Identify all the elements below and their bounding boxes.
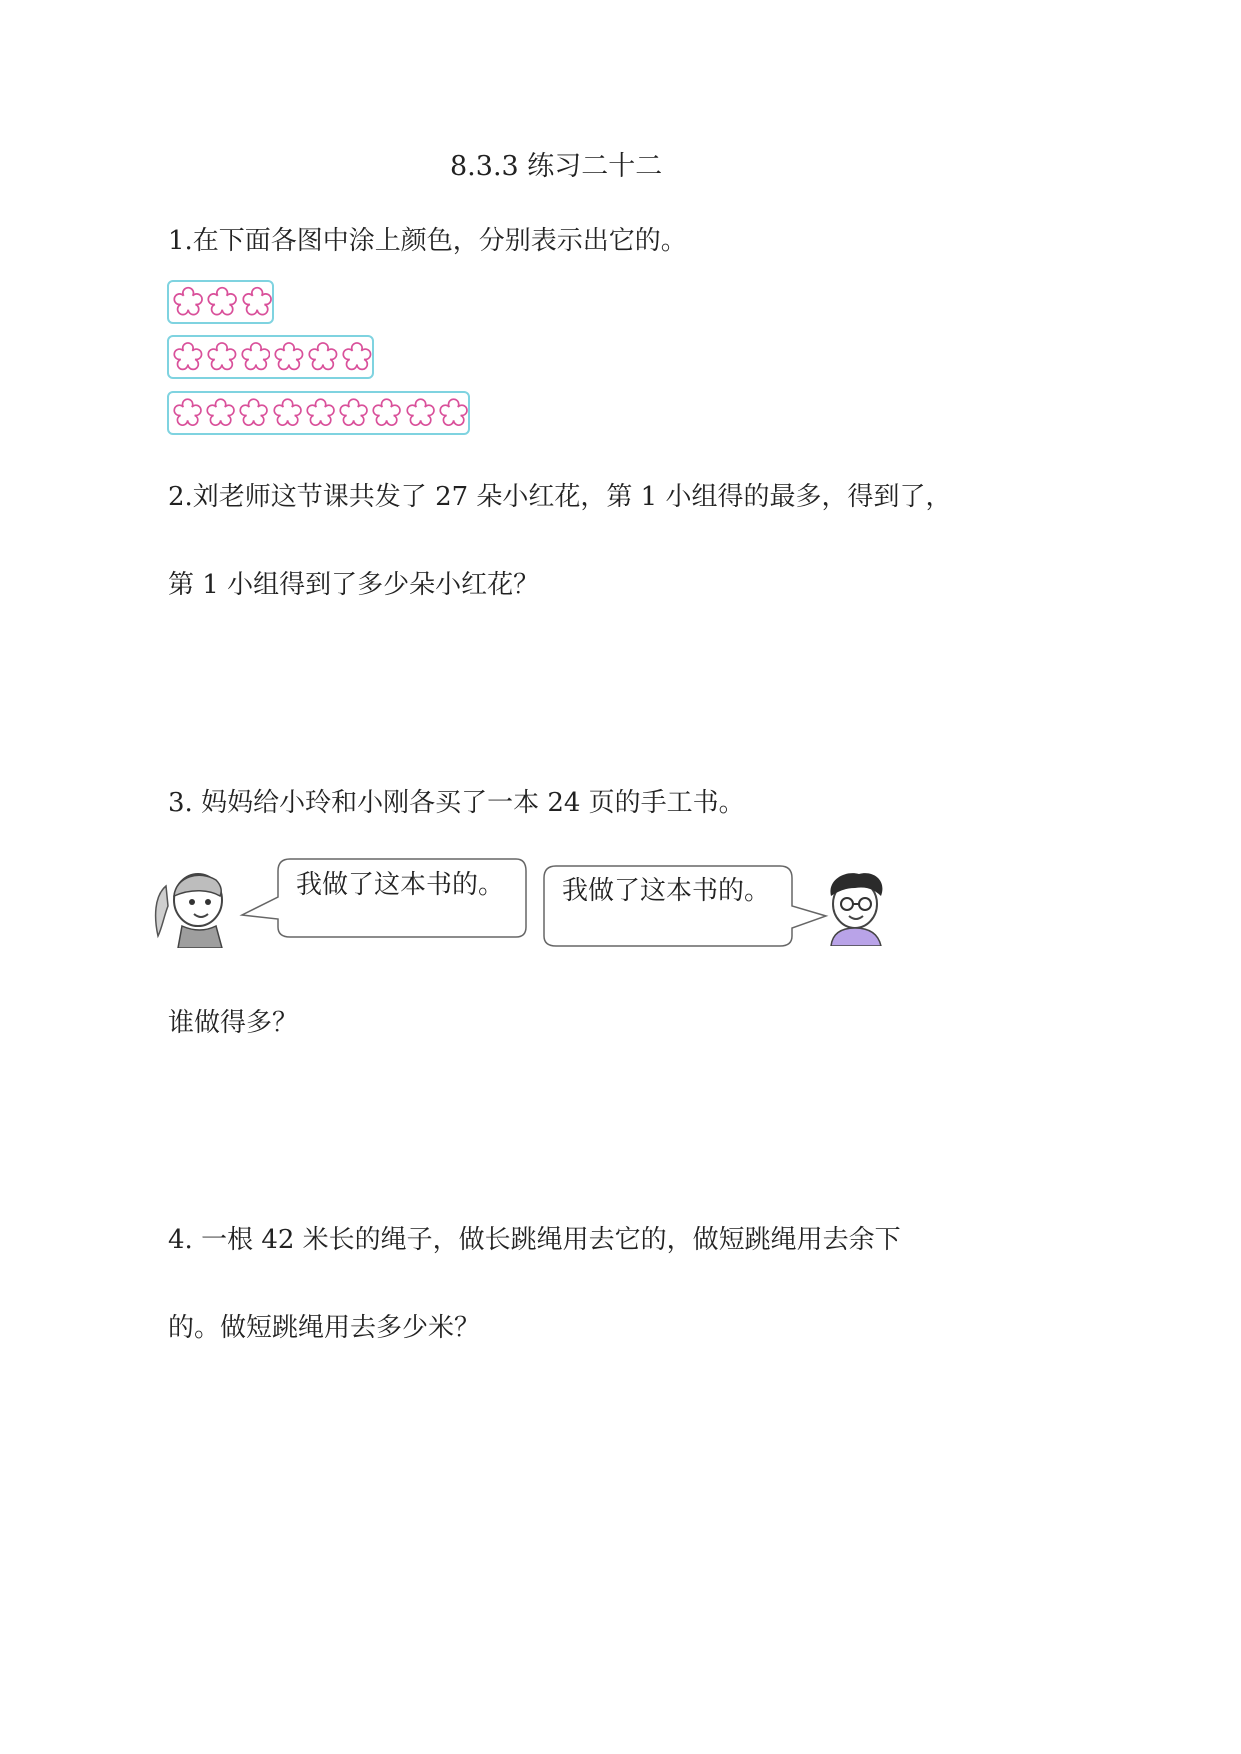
question-4-line-1: 4. 一根 42 米长的绳子，做长跳绳用去它的，做短跳绳用去余下 (168, 1225, 901, 1255)
flower-icon (439, 397, 468, 429)
flower-row-6 (167, 335, 374, 379)
flower-icon (274, 341, 304, 373)
girl-speech-text: 我做了这本书的。 (296, 870, 505, 900)
flower-icon (242, 286, 272, 318)
flower-icon (342, 341, 372, 373)
flower-icon (273, 397, 302, 429)
flower-icon (207, 341, 237, 373)
page-title: 8.3.3 练习二十二 (450, 151, 663, 182)
boy-icon (815, 870, 897, 946)
question-1-prompt: 1.在下面各图中涂上颜色，分别表示出它的。 (168, 226, 687, 256)
flower-icon (173, 397, 202, 429)
flower-row-3 (167, 280, 274, 324)
question-3-question: 谁做得多？ (168, 1008, 299, 1038)
boy-speech-text: 我做了这本书的。 (562, 876, 771, 906)
flower-icon (207, 286, 237, 318)
question-2-line-1: 2.刘老师这节课共发了 27 朵小红花，第 1 小组得的最多，得到了， (168, 482, 952, 512)
flower-icon (239, 397, 268, 429)
question-4-line-2: 的。做短跳绳用去多少米？ (168, 1313, 481, 1343)
flower-icon (206, 397, 235, 429)
girl-icon (152, 866, 238, 948)
flower-icon (372, 397, 401, 429)
flower-icon (241, 341, 271, 373)
flower-icon (306, 397, 335, 429)
flower-row-9 (167, 391, 470, 435)
question-2-line-2: 第 1 小组得到了多少朵小红花？ (168, 570, 540, 600)
flower-icon (339, 397, 368, 429)
flower-icon (173, 286, 203, 318)
question-3-prompt: 3. 妈妈给小玲和小刚各买了一本 24 页的手工书。 (168, 788, 745, 818)
flower-icon (173, 341, 203, 373)
flower-icon (406, 397, 435, 429)
flower-icon (308, 341, 338, 373)
